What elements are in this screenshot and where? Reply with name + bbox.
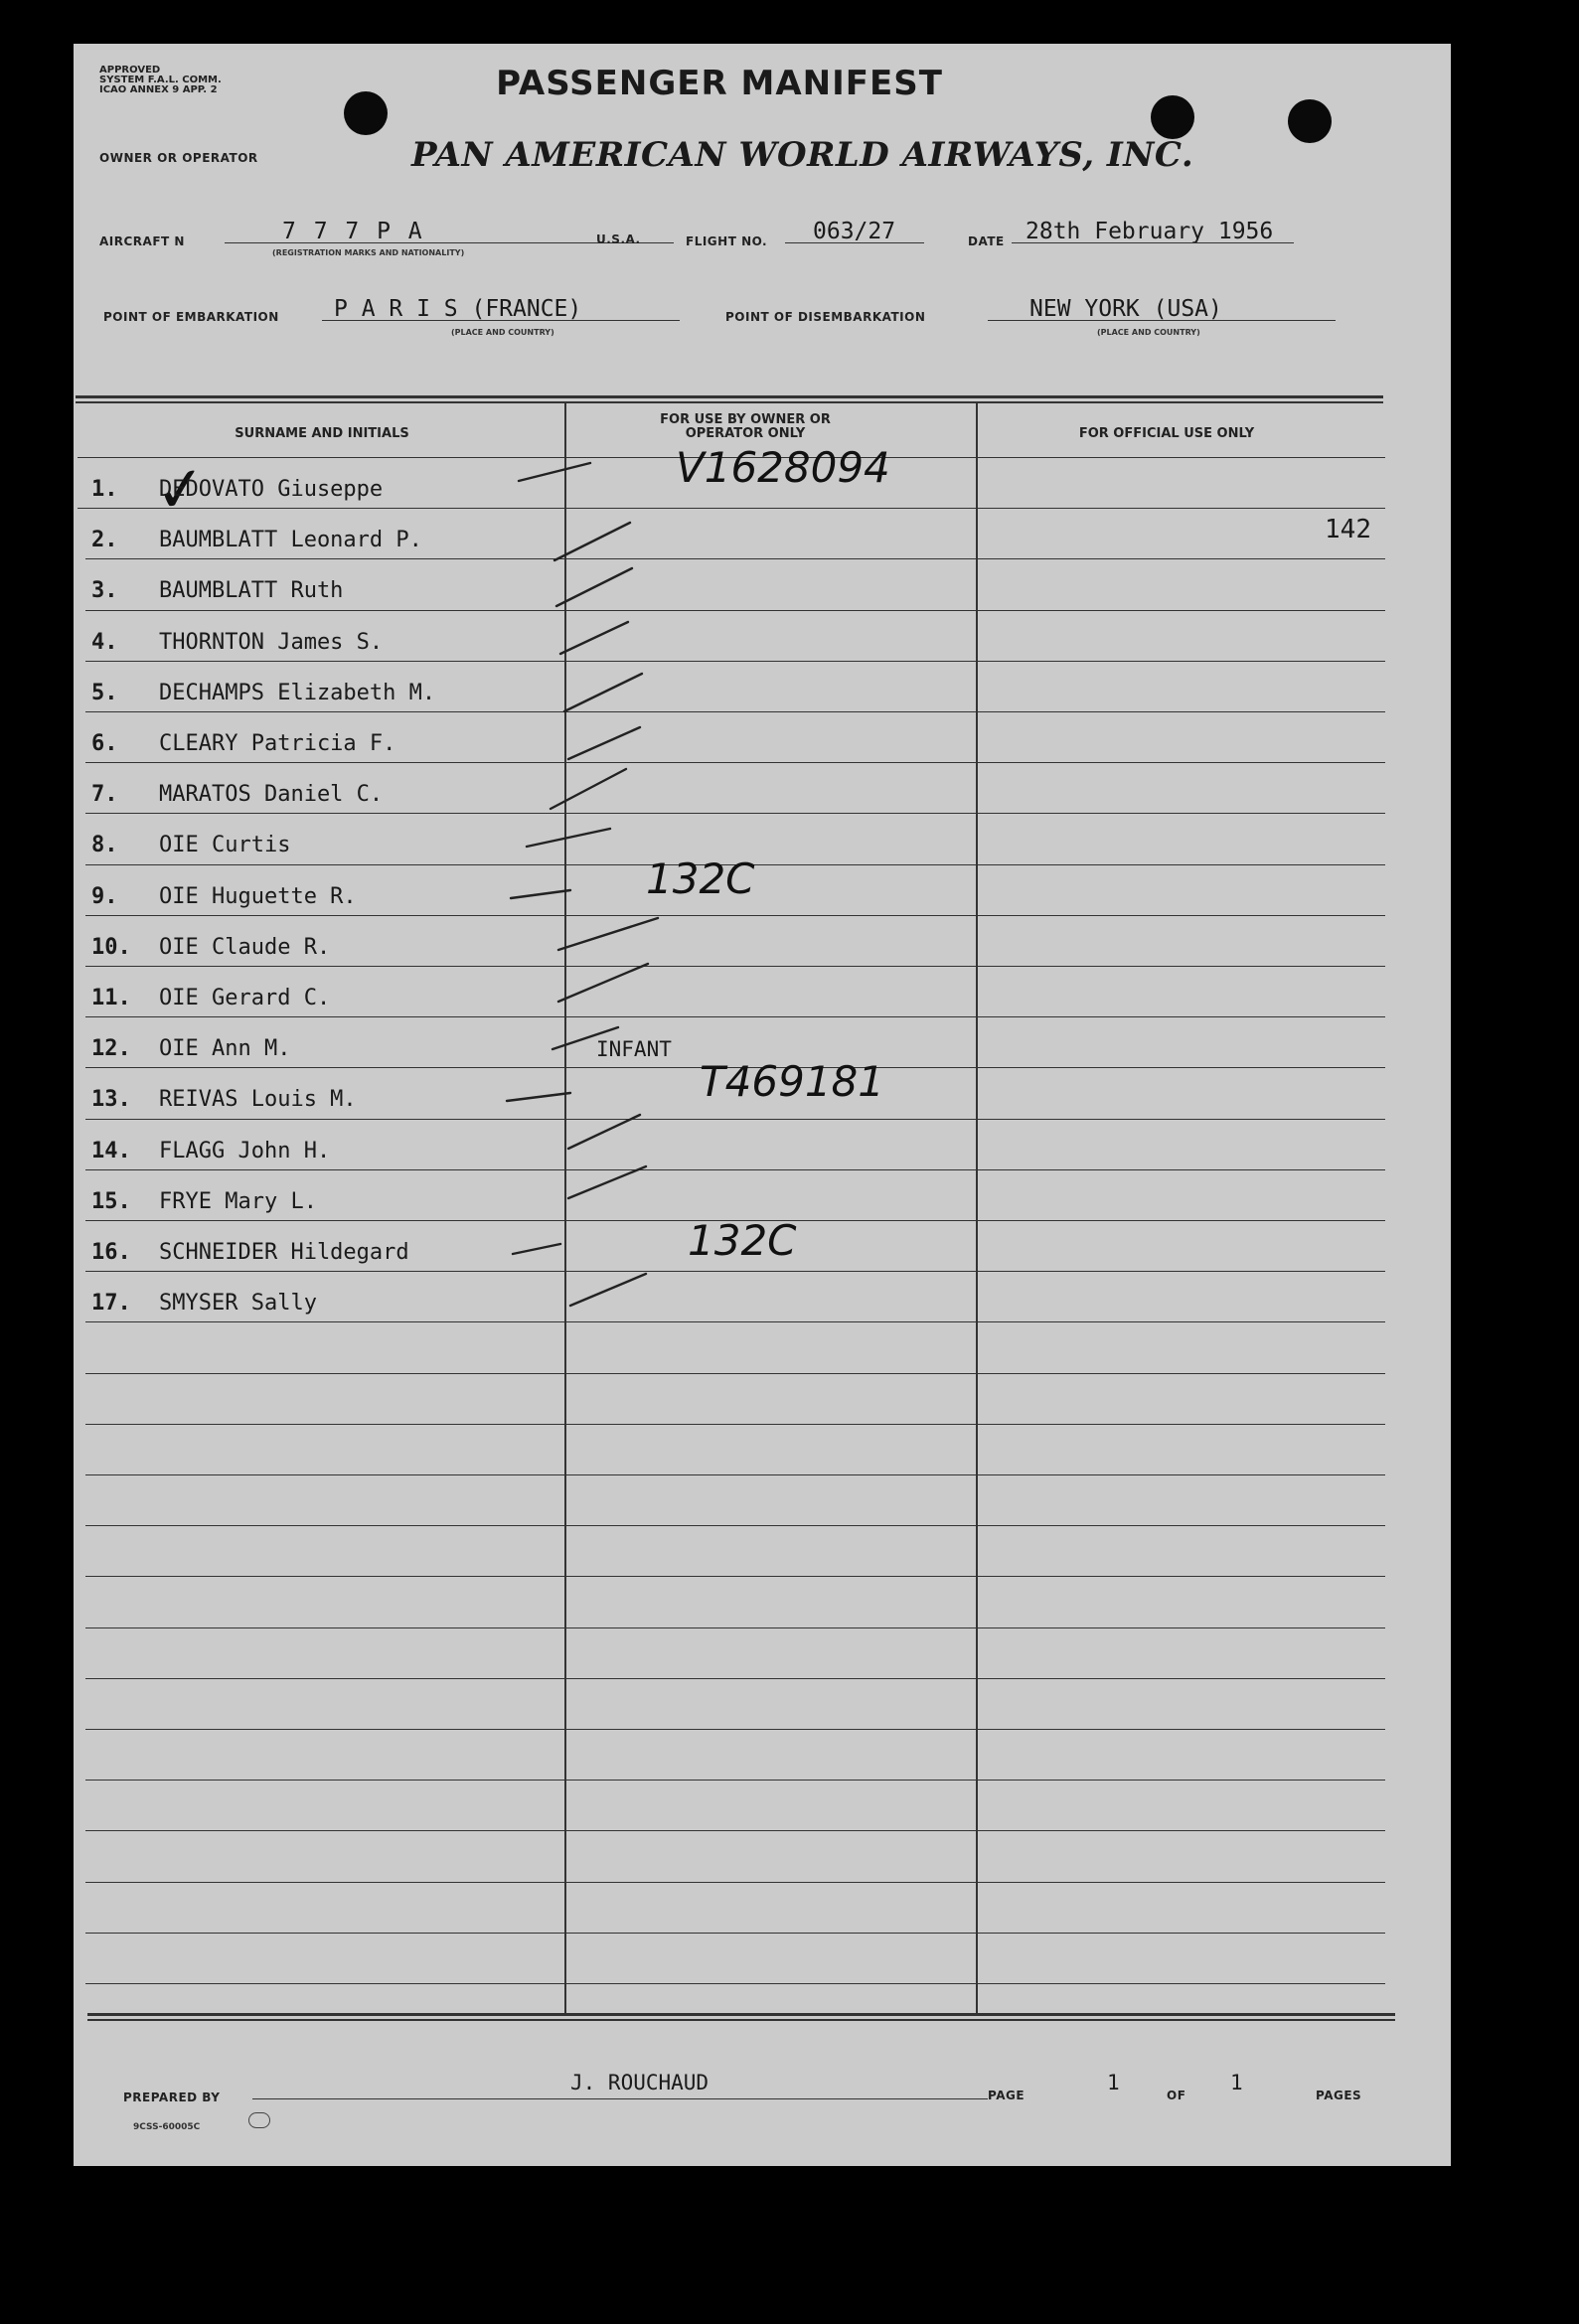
manifest-sheet bbox=[74, 44, 1451, 2166]
table-rule-line bbox=[85, 1373, 1385, 1374]
punch-hole bbox=[1288, 99, 1332, 143]
table-rule-line bbox=[85, 1424, 1385, 1425]
form-code: 9CSS-60005C bbox=[133, 2122, 201, 2132]
row-number: 17. bbox=[91, 1291, 131, 1317]
flight-number: 063/27 bbox=[813, 219, 896, 244]
passenger-name: DEDOVATO Giuseppe bbox=[159, 477, 384, 502]
column-header-official-use: FOR OFFICIAL USE ONLY bbox=[1078, 426, 1255, 441]
aircraft-label: AIRCRAFT N bbox=[99, 234, 185, 248]
table-rule-line bbox=[85, 711, 1385, 712]
passenger-name: OIE Gerard C. bbox=[159, 986, 331, 1010]
passenger-name: BAUMBLATT Leonard P. bbox=[159, 528, 422, 553]
page-number: 1 bbox=[1107, 2071, 1120, 2094]
table-rule-line bbox=[85, 1678, 1385, 1679]
passenger-name: FRYE Mary L. bbox=[159, 1188, 317, 1214]
handwritten-passport-number: V1628094 bbox=[676, 443, 890, 492]
passenger-name: SMYSER Sally bbox=[159, 1291, 317, 1317]
table-rule-line bbox=[85, 1119, 1385, 1120]
aircraft-sublabel: (REGISTRATION MARKS AND NATIONALITY) bbox=[272, 248, 465, 257]
flight-label: FLIGHT NO. bbox=[686, 234, 768, 248]
table-rule-line bbox=[85, 1933, 1385, 1934]
page-total: 1 bbox=[1230, 2071, 1243, 2094]
table-rule-line bbox=[85, 1321, 1385, 1322]
table-rule-line bbox=[85, 661, 1385, 662]
passenger-name: MARATOS Daniel C. bbox=[159, 782, 384, 808]
row-number: 10. bbox=[91, 934, 131, 960]
page-label: PAGE bbox=[988, 2089, 1026, 2102]
row-number: 13. bbox=[91, 1087, 131, 1113]
table-rule-line bbox=[85, 1780, 1385, 1781]
owner-label: OWNER OR OPERATOR bbox=[99, 151, 258, 165]
table-rule-line bbox=[85, 1882, 1385, 1883]
passenger-name: OIE Claude R. bbox=[159, 934, 331, 960]
operator-name: PAN AMERICAN WORLD AIRWAYS, INC. bbox=[411, 135, 1194, 175]
column-header-owner-use: FOR USE BY OWNER OR OPERATOR ONLY bbox=[660, 412, 831, 441]
passenger-name: OIE Huguette R. bbox=[159, 883, 357, 909]
embarkation-label: POINT OF EMBARKATION bbox=[103, 310, 279, 324]
punch-hole bbox=[1151, 95, 1194, 139]
passenger-name: BAUMBLATT Ruth bbox=[159, 578, 344, 604]
row-number: 11. bbox=[91, 986, 131, 1010]
table-rule-line bbox=[85, 1627, 1385, 1628]
row-number: 2. bbox=[91, 528, 118, 553]
disembarkation-point: NEW YORK (USA) bbox=[1029, 296, 1222, 322]
table-rule-line bbox=[85, 1983, 1385, 1984]
handwritten-passport-number: T469181 bbox=[700, 1057, 884, 1106]
infant-note: INFANT bbox=[596, 1037, 672, 1061]
table-rule-line bbox=[85, 915, 1385, 916]
printer-mark bbox=[248, 2112, 270, 2128]
aircraft-registration: 7 7 7 P A bbox=[282, 219, 424, 244]
passenger-name: OIE Ann M. bbox=[159, 1036, 291, 1062]
usa-label: U.S.A. bbox=[596, 232, 641, 246]
row-number: 9. bbox=[91, 883, 118, 909]
pages-label: PAGES bbox=[1316, 2089, 1362, 2102]
table-rule-line bbox=[85, 558, 1385, 559]
row-number: 4. bbox=[91, 629, 118, 655]
passenger-name: OIE Curtis bbox=[159, 833, 291, 858]
handwritten-code: 132C bbox=[646, 854, 755, 903]
row-number: 6. bbox=[91, 731, 118, 756]
passenger-name: SCHNEIDER Hildegard bbox=[159, 1240, 409, 1265]
row-number: 12. bbox=[91, 1036, 131, 1062]
table-rule-line bbox=[85, 1271, 1385, 1272]
row-number: 5. bbox=[91, 680, 118, 705]
table-rule-line bbox=[85, 1169, 1385, 1170]
table-rule-line bbox=[85, 1016, 1385, 1017]
prepared-label: PREPARED BY bbox=[123, 2091, 221, 2104]
row-number: 7. bbox=[91, 782, 118, 808]
check-mark: ✓ bbox=[151, 450, 211, 529]
table-rule-line bbox=[85, 1474, 1385, 1475]
prepared-by: J. ROUCHAUD bbox=[570, 2071, 710, 2094]
date-label: DATE bbox=[968, 234, 1005, 248]
punch-hole bbox=[344, 91, 388, 135]
page-title: PASSENGER MANIFEST bbox=[496, 64, 943, 103]
row-number: 1. bbox=[91, 477, 118, 502]
official-mark: 142 bbox=[1325, 515, 1371, 544]
row-number: 15. bbox=[91, 1188, 131, 1214]
row-number: 14. bbox=[91, 1138, 131, 1163]
disembarkation-sublabel: (PLACE AND COUNTRY) bbox=[1097, 328, 1200, 337]
table-rule-line bbox=[85, 762, 1385, 763]
flight-date: 28th February 1956 bbox=[1026, 219, 1274, 244]
passenger-name: DECHAMPS Elizabeth M. bbox=[159, 680, 436, 705]
table-rule-line bbox=[85, 610, 1385, 611]
row-number: 16. bbox=[91, 1240, 131, 1265]
embarkation-point: P A R I S (FRANCE) bbox=[334, 296, 582, 322]
passenger-name: REIVAS Louis M. bbox=[159, 1087, 357, 1113]
disembarkation-label: POINT OF DISEMBARKATION bbox=[725, 310, 926, 324]
of-label: OF bbox=[1167, 2089, 1186, 2102]
passenger-name: THORNTON James S. bbox=[159, 629, 384, 655]
table-rule-line bbox=[85, 1576, 1385, 1577]
table-rule-line bbox=[85, 813, 1385, 814]
table-rule-line bbox=[85, 1525, 1385, 1526]
table-rule-line bbox=[85, 1830, 1385, 1831]
row-number: 8. bbox=[91, 833, 118, 858]
approval-stamp: APPROVED SYSTEM F.A.L. COMM. ICAO ANNEX 9 APP. 2 bbox=[99, 65, 222, 95]
row-number: 3. bbox=[91, 578, 118, 604]
column-header-surname: SURNAME AND INITIALS bbox=[235, 426, 409, 441]
embarkation-sublabel: (PLACE AND COUNTRY) bbox=[451, 328, 554, 337]
handwritten-code: 132C bbox=[688, 1216, 797, 1265]
passenger-name: FLAGG John H. bbox=[159, 1138, 331, 1163]
table-rule-line bbox=[85, 1729, 1385, 1730]
table-rule-line bbox=[78, 508, 1385, 509]
table-rule-line bbox=[85, 966, 1385, 967]
passenger-name: CLEARY Patricia F. bbox=[159, 731, 396, 756]
